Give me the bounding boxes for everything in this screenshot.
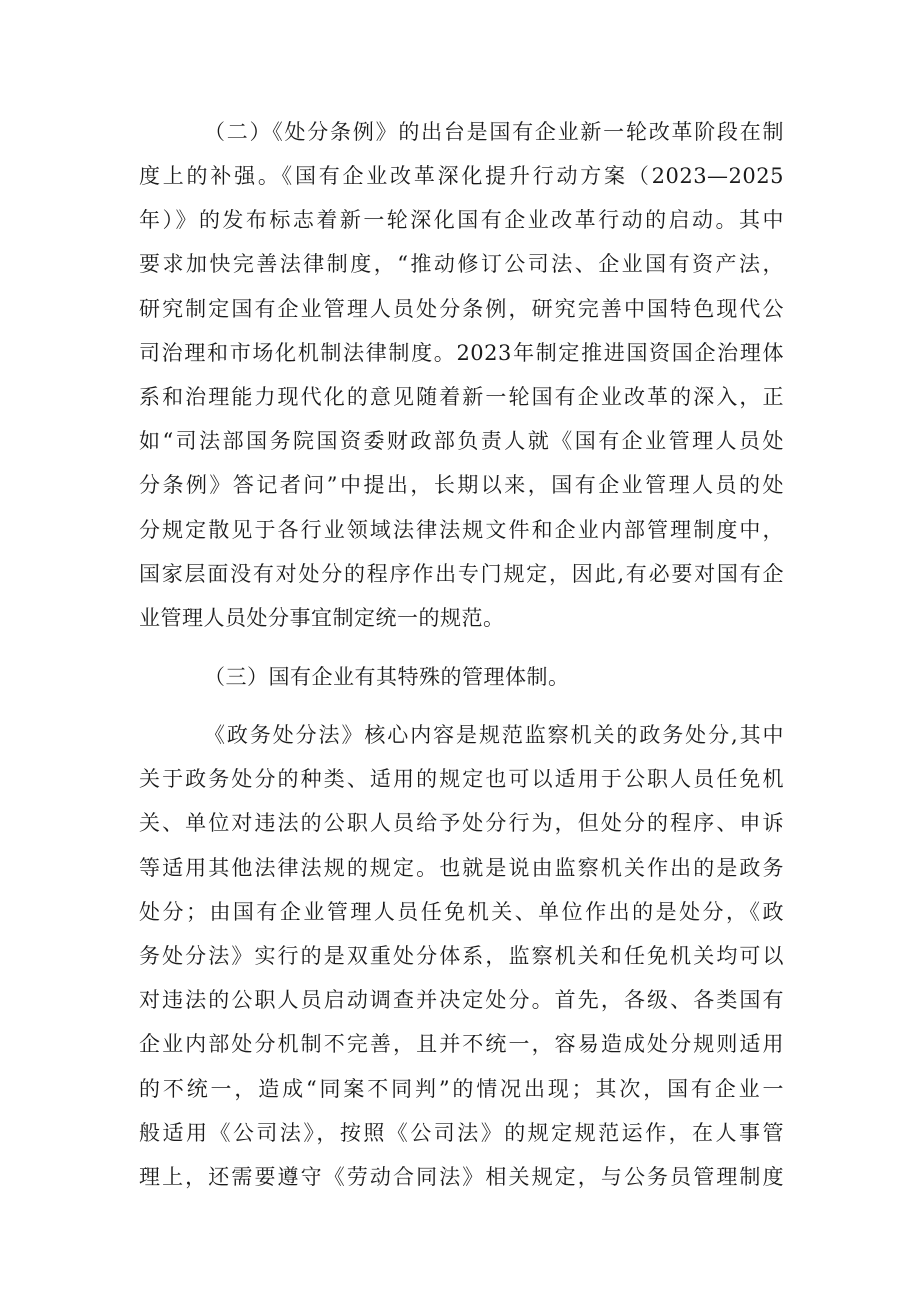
text-line: 对违法的公职人员启动调查并决定处分。首先，各级、各类国有 [139, 988, 784, 1012]
text-line: 关、单位对违法的公职人员给予处分行为，但处分的程序、申诉 [139, 811, 784, 835]
text-line: 分规定散见于各行业领域法律法规文件和企业内部管理制度中， [139, 518, 784, 542]
text-line: 系和治理能力现代化的意见随着新一轮国有企业改革的深入，正 [139, 385, 784, 409]
text-line: 《政务处分法》核心内容是规范监察机关的政务处分,其中 [204, 723, 784, 747]
text-line: 要求加快完善法律制度，“推动修订公司法、企业国有资产法， [139, 252, 784, 276]
text-line: 研究制定国有企业管理人员处分条例，研究完善中国特色现代公 [139, 297, 784, 321]
text-line: 的不统一，造成“同案不同判”的情况出现；其次，国有企业一 [139, 1077, 784, 1101]
text-line: 务处分法》实行的是双重处分体系，监察机关和任免机关均可以 [139, 944, 784, 968]
text-line: 理上，还需要遵守《劳动合同法》相关规定，与公务员管理制度 [139, 1165, 784, 1189]
text-line: 等适用其他法律法规的规定。也就是说由监察机关作出的是政务 [139, 856, 784, 880]
text-line: 般适用《公司法》，按照《公司法》的规定规范运作，在人事管 [139, 1121, 784, 1145]
text-line: 关于政务处分的种类、适用的规定也可以适用于公职人员任免机 [139, 767, 784, 791]
text-line: 国家层面没有对处分的程序作出专门规定，因此,有必要对国有企 [139, 562, 784, 586]
text-line: 年）》的发布标志着新一轮深化国有企业改革行动的启动。其中 [139, 208, 784, 232]
text-line: 度上的补强。《国有企业改革深化提升行动方案（2023—2025 [139, 164, 784, 188]
text-line: （二）《处分条例》的出台是国有企业新一轮改革阶段在制 [204, 120, 784, 144]
text-line: 司治理和市场化机制法律制度。2023年制定推进国资国企治理体 [139, 341, 784, 365]
text-line: 业管理人员处分事宜制定统一的规范。 [139, 606, 505, 630]
section-heading: （三）国有企业有其特殊的管理体制。 [204, 665, 570, 689]
text-line: 分条例》答记者问”中提出，长期以来，国有企业管理人员的处 [139, 473, 784, 497]
text-line: 如“司法部国务院国资委财政部负责人就《国有企业管理人员处 [139, 429, 784, 453]
text-line: 企业内部处分机制不完善，且并不统一，容易造成处分规则适用 [139, 1032, 784, 1056]
text-line: 处分；由国有企业管理人员任免机关、单位作出的是处分，《政 [139, 900, 784, 924]
